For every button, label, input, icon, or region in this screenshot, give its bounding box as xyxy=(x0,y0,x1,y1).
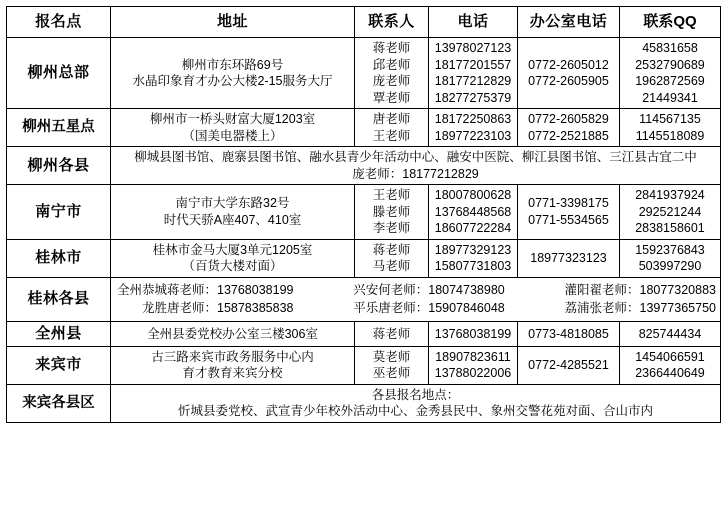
cell-office-phone xyxy=(518,239,620,277)
qq-number: 1592376843 xyxy=(635,242,705,257)
phone-number: 18007800628 xyxy=(434,188,512,202)
cell-office-phone xyxy=(518,185,620,240)
address-line: 南宁市大学东路32号 xyxy=(175,196,290,211)
cell-qq xyxy=(620,322,721,347)
address-line: 水晶印象育才办公大楼2-15服务大厅 xyxy=(132,74,333,88)
cell-office-phone xyxy=(518,38,620,109)
cell-contact-person xyxy=(355,239,429,277)
person-name: 巫老师 xyxy=(372,366,411,381)
person-name: 莫老师 xyxy=(372,349,411,364)
address-line: 育才教育来宾分校 xyxy=(182,366,283,381)
person-name: 王老师 xyxy=(372,128,411,143)
address-line: 柳州市东环路69号 xyxy=(181,57,284,72)
qq-number: 2532790689 xyxy=(635,57,705,72)
cell-site: 桂林市 xyxy=(7,239,111,277)
phone-number: 18977329123 xyxy=(434,242,512,257)
qq-number: 1454066591 xyxy=(635,349,705,364)
county-contact-column xyxy=(117,281,293,319)
qq-number: 1962872569 xyxy=(635,74,705,88)
phone-number: 18172250863 xyxy=(434,112,512,126)
cell-county-note xyxy=(111,384,721,422)
office-phone-number: 0772-2605829 xyxy=(528,112,609,126)
person-name: 李老师 xyxy=(372,221,411,235)
office-phone-number: 0772-2605012 xyxy=(528,57,609,72)
address-line: （国美电器楼上） xyxy=(182,128,283,143)
cell-contact-person xyxy=(355,185,429,240)
office-phone-number: 0772-2605905 xyxy=(528,74,609,88)
column-header-qq: 联系QQ xyxy=(620,7,721,38)
person-name: 蒋老师 xyxy=(372,41,411,55)
table-row xyxy=(7,277,721,322)
county-contact-entry: 荔浦张老师：13977365750 xyxy=(564,301,716,316)
county-contact-column xyxy=(353,281,504,319)
cell-site: 南宁市 xyxy=(7,185,111,240)
qq-number: 2841937924 xyxy=(635,188,705,202)
table-row xyxy=(7,185,721,240)
cell-address xyxy=(111,346,355,384)
cell-county-contacts xyxy=(111,277,721,322)
note-line: 庞老师：18177212829 xyxy=(352,166,479,181)
phone-number: 18177212829 xyxy=(434,74,512,88)
cell-site: 桂林各县 xyxy=(7,277,111,322)
cell-address xyxy=(111,239,355,277)
person-name: 庞老师 xyxy=(372,74,411,88)
qq-number: 2838158601 xyxy=(635,221,705,235)
column-header-contact-person: 联系人 xyxy=(355,7,429,38)
qq-number: 114567135 xyxy=(639,112,701,126)
table-row xyxy=(7,239,721,277)
cell-qq xyxy=(620,239,721,277)
column-header-site: 报名点 xyxy=(7,7,111,38)
note-line: 各县报名地点： xyxy=(371,387,460,402)
cell-address xyxy=(111,185,355,240)
table-row xyxy=(7,147,721,185)
county-contact-entry: 全州恭城蒋老师：13768038199 xyxy=(117,282,294,297)
address-line: 柳州市一桥头财富大厦1203室 xyxy=(149,112,316,126)
table-header xyxy=(7,7,721,38)
qq-number: 292521244 xyxy=(638,204,702,219)
person-name: 蒋老师 xyxy=(372,242,411,257)
address-line: 古三路来宾市政务服务中心内 xyxy=(151,349,314,364)
office-phone-number: 18977323123 xyxy=(530,250,607,265)
cell-phone xyxy=(429,109,518,147)
cell-contact-person xyxy=(355,38,429,109)
qq-number: 503997290 xyxy=(638,259,702,273)
cell-contact-person xyxy=(355,322,429,347)
table-body xyxy=(7,38,721,423)
phone-number: 13788022006 xyxy=(434,366,512,381)
header-row xyxy=(7,7,721,38)
phone-number: 13978027123 xyxy=(434,41,512,55)
cell-office-phone xyxy=(518,346,620,384)
person-name: 覃老师 xyxy=(372,90,411,105)
address-line: 桂林市金马大厦3单元1205室 xyxy=(152,242,313,257)
cell-address xyxy=(111,322,355,347)
table-row xyxy=(7,322,721,347)
cell-site: 来宾各县区 xyxy=(7,384,111,422)
qq-number: 2366440649 xyxy=(635,366,705,381)
phone-number: 18977223103 xyxy=(434,128,512,143)
cell-qq xyxy=(620,38,721,109)
cell-site: 全州县 xyxy=(7,322,111,347)
cell-qq xyxy=(620,109,721,147)
address-line: 全州县委党校办公室三楼306室 xyxy=(147,326,318,341)
qq-number: 45831658 xyxy=(642,41,698,55)
cell-phone xyxy=(429,185,518,240)
cell-office-phone xyxy=(518,109,620,147)
cell-phone xyxy=(429,322,518,347)
column-header-phone: 电话 xyxy=(429,7,518,38)
cell-phone xyxy=(429,38,518,109)
phone-number: 13768038199 xyxy=(434,326,512,341)
person-name: 邱老师 xyxy=(372,57,411,72)
qq-number: 1145518089 xyxy=(635,128,705,143)
cell-address xyxy=(111,109,355,147)
note-line: 柳城县图书馆、鹿寨县图书馆、融水县青少年活动中心、融安中医院、柳江县图书馆、三江县古宜二中 xyxy=(134,150,697,164)
cell-phone xyxy=(429,346,518,384)
county-contact-grid xyxy=(111,278,720,322)
person-name: 唐老师 xyxy=(372,112,411,126)
county-contact-entry: 龙胜唐老师：15878385838 xyxy=(142,301,294,316)
cell-site: 来宾市 xyxy=(7,346,111,384)
qq-number: 21449341 xyxy=(642,90,698,105)
qq-number: 825744434 xyxy=(638,326,702,341)
phone-number: 18277275379 xyxy=(434,90,512,105)
county-contact-entry: 兴安何老师：18074738980 xyxy=(353,282,505,297)
cell-qq xyxy=(620,185,721,240)
county-contact-entry: 灌阳翟老师：18077320883 xyxy=(564,282,716,297)
office-phone-number: 0772-2521885 xyxy=(528,128,609,143)
person-name: 马老师 xyxy=(372,259,411,273)
cell-site: 柳州五星点 xyxy=(7,109,111,147)
phone-number: 15807731803 xyxy=(434,259,512,273)
phone-number: 18907823611 xyxy=(435,349,511,364)
person-name: 蒋老师 xyxy=(372,326,411,341)
table-row xyxy=(7,346,721,384)
table-row xyxy=(7,38,721,109)
cell-site: 柳州总部 xyxy=(7,38,111,109)
county-contact-entry: 平乐唐老师：15907846048 xyxy=(353,301,505,316)
person-name: 王老师 xyxy=(372,188,411,202)
note-line: 忻城县委党校、武宣青少年校外活动中心、金秀县民中、象州交警花苑对面、合山市内 xyxy=(177,404,653,419)
registration-sites-table xyxy=(6,6,721,423)
address-line: （百货大楼对面） xyxy=(182,259,283,273)
county-contact-column xyxy=(565,281,716,319)
address-line: 时代天骄A座407、410室 xyxy=(163,212,302,227)
table-row xyxy=(7,384,721,422)
cell-qq xyxy=(620,346,721,384)
cell-site: 柳州各县 xyxy=(7,147,111,185)
cell-contact-person xyxy=(355,346,429,384)
phone-number: 18607722284 xyxy=(434,221,512,235)
column-header-address: 地址 xyxy=(111,7,355,38)
person-name: 滕老师 xyxy=(372,204,411,219)
table-row xyxy=(7,109,721,147)
column-header-office-phone: 办公室电话 xyxy=(518,7,620,38)
cell-address xyxy=(111,38,355,109)
cell-office-phone xyxy=(518,322,620,347)
office-phone-number: 0771-3398175 xyxy=(528,196,609,211)
office-phone-number: 0772-4285521 xyxy=(528,358,609,373)
phone-number: 18177201557 xyxy=(434,57,512,72)
cell-phone xyxy=(429,239,518,277)
office-phone-number: 0771-5534565 xyxy=(528,212,609,227)
phone-number: 13768448568 xyxy=(434,204,512,219)
office-phone-number: 0773-4818085 xyxy=(528,326,609,341)
cell-county-note xyxy=(111,147,721,185)
cell-contact-person xyxy=(355,109,429,147)
